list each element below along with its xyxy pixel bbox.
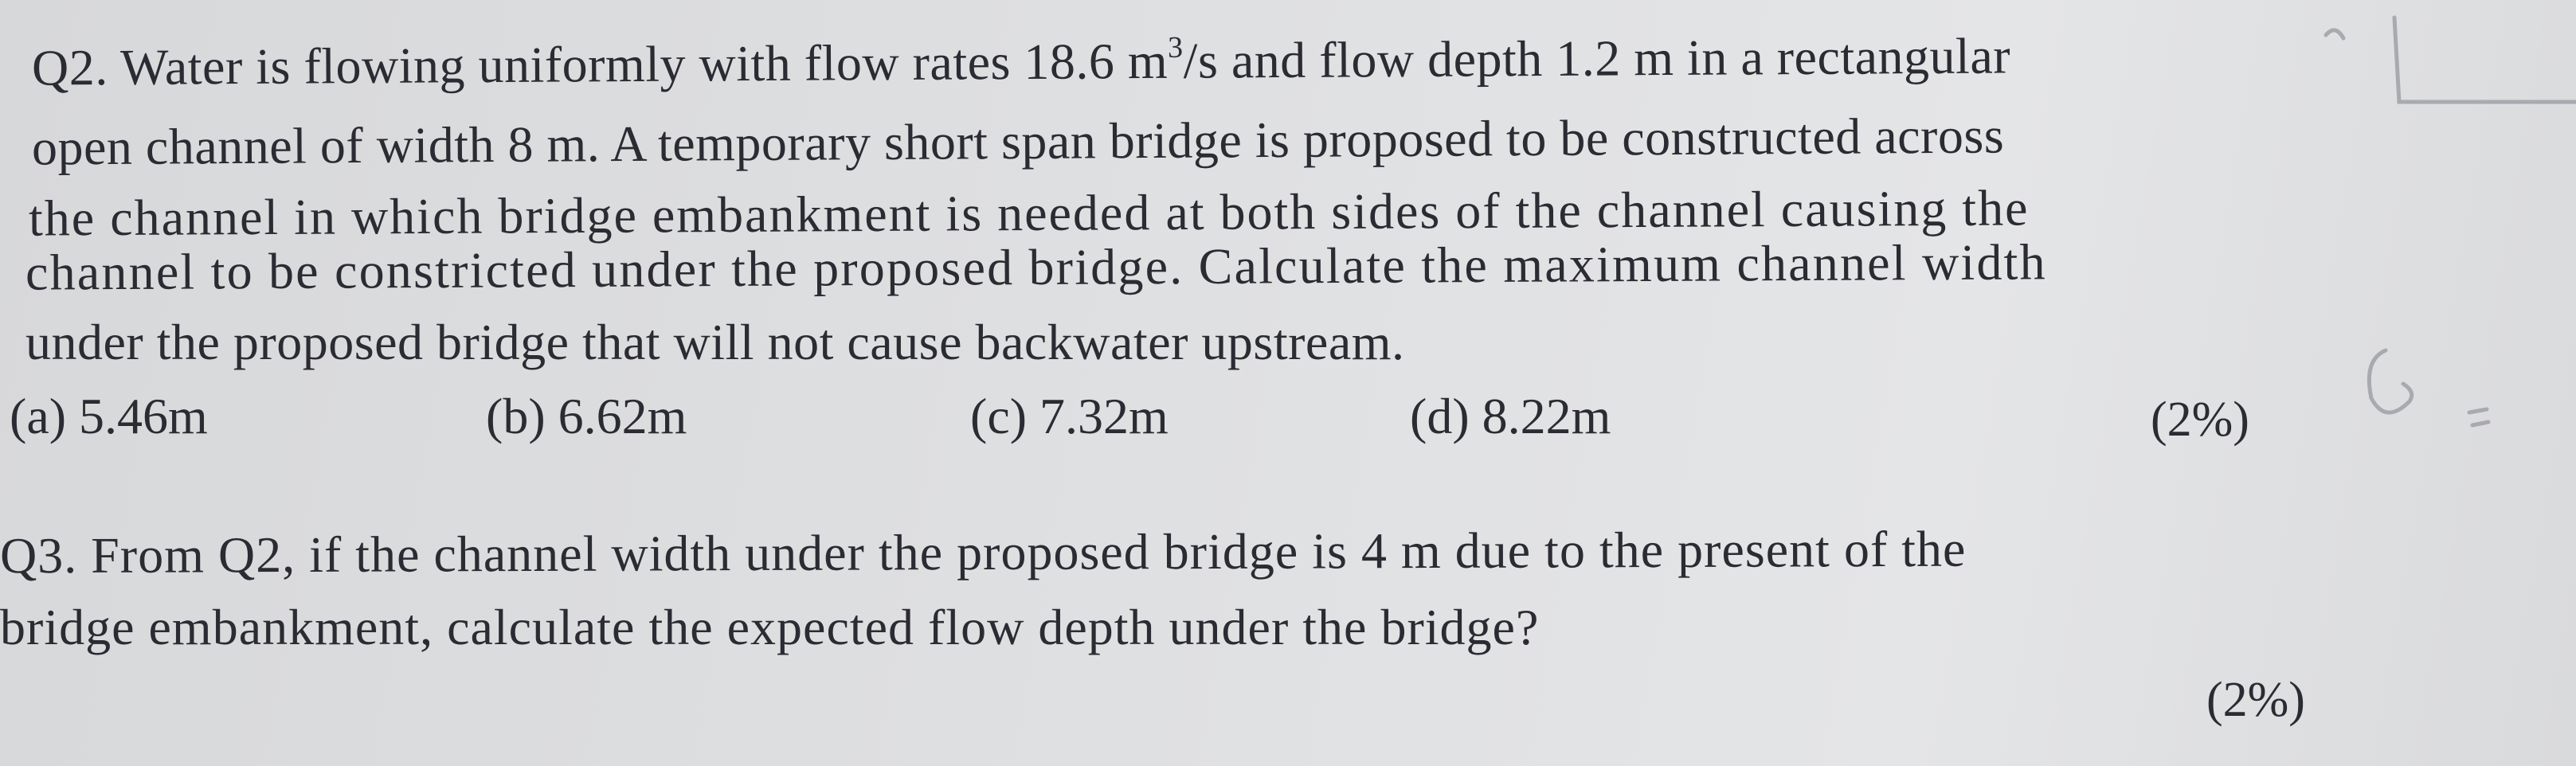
- pencil-sketch-box: [2394, 18, 2576, 102]
- q3-marks: (2%): [2206, 673, 2305, 727]
- q2-line-2: open channel of width 8 m. A temporary short span bridge is proposed to be constructed across: [31, 107, 2005, 176]
- q2-line-1: Q2. Water is flowing uniformly with flow rates 18.6 $m^3/s$ and flow depth 1.2 m in a rectangular: [31, 27, 2011, 96]
- pencil-equals-bottom: [2472, 422, 2488, 425]
- q3-line-1: Q3. From Q2, if the channel width under the proposed bridge is 4 m due to the present of the: [0, 520, 1967, 584]
- q2-marks: (2%): [2151, 393, 2249, 447]
- option-d: (d) 8.22m: [1410, 388, 1611, 444]
- option-c: (c) 7.32m: [970, 388, 1169, 444]
- q2-line-3: the channel in which bridge embankment is needed at both sides of the channel causing the: [28, 179, 2030, 247]
- option-b: (b) 6.62m: [486, 388, 687, 444]
- q2-line-4: channel to be constricted under the proposed bridge. Calculate the maximum channel width: [25, 233, 2047, 301]
- pencil-sketch-top: [2326, 30, 2343, 38]
- option-a: (a) 5.46m: [10, 388, 208, 444]
- superscript-3: 3: [1167, 30, 1184, 64]
- pencil-equals-top: [2469, 409, 2487, 412]
- q3-line-2: bridge embankment, calculate the expected flow depth under the bridge?: [0, 599, 1540, 655]
- pencil-sketch-circle: [2369, 350, 2411, 412]
- q2-line-5: under the proposed bridge that will not cause backwater upstream.: [25, 314, 1405, 370]
